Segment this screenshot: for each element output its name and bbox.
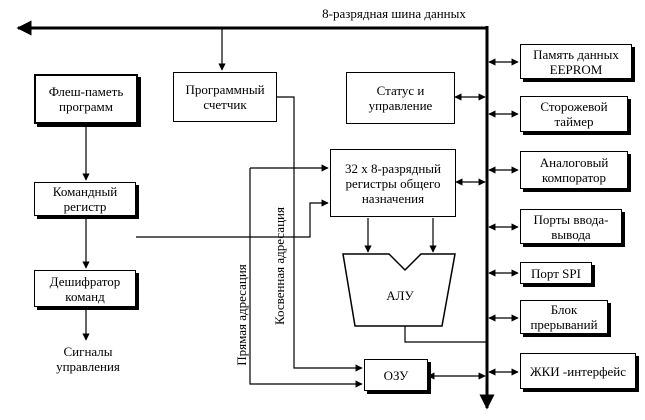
- instruction-register-block: Командный регистр: [34, 182, 136, 216]
- gpr-block: 32 x 8-разрядный регистры общего назначения: [330, 149, 456, 217]
- peripheral-watchdog: Сторожевой таймер: [520, 96, 628, 132]
- data-bus-label: 8-разрядная шина данных: [322, 6, 466, 21]
- ir-to-gpr-line: [136, 203, 328, 237]
- program-counter-block: Программный счетчик: [173, 72, 277, 122]
- alu-to-bus-line: [405, 326, 487, 342]
- peripheral-eeprom: Память данных EEPROM: [520, 44, 632, 79]
- control-signals-label: Сигналы управления: [56, 344, 120, 374]
- peripheral-spi: Порт SPI: [520, 262, 592, 284]
- alu-label: АЛУ: [386, 288, 414, 303]
- pc-to-ram-line: [277, 97, 362, 368]
- peripheral-interrupts: Блок прерываний: [520, 300, 608, 334]
- status-control-block: Статус и управление: [346, 72, 455, 124]
- direct-addressing-label: Прямая адресация: [234, 264, 249, 366]
- peripheral-io-ports: Порты ввода- вывода: [520, 209, 622, 244]
- peripheral-comparator: Аналоговый компоратор: [520, 151, 628, 189]
- ram-block: ОЗУ: [364, 359, 428, 391]
- indirect-addressing-label: Косвенная адресация: [272, 207, 287, 325]
- decoder-block: Дешифратор команд: [34, 270, 136, 307]
- flash-memory-block: Флеш-паметь программ: [34, 74, 138, 124]
- peripheral-lcd: ЖКИ -интерфейс: [520, 353, 636, 389]
